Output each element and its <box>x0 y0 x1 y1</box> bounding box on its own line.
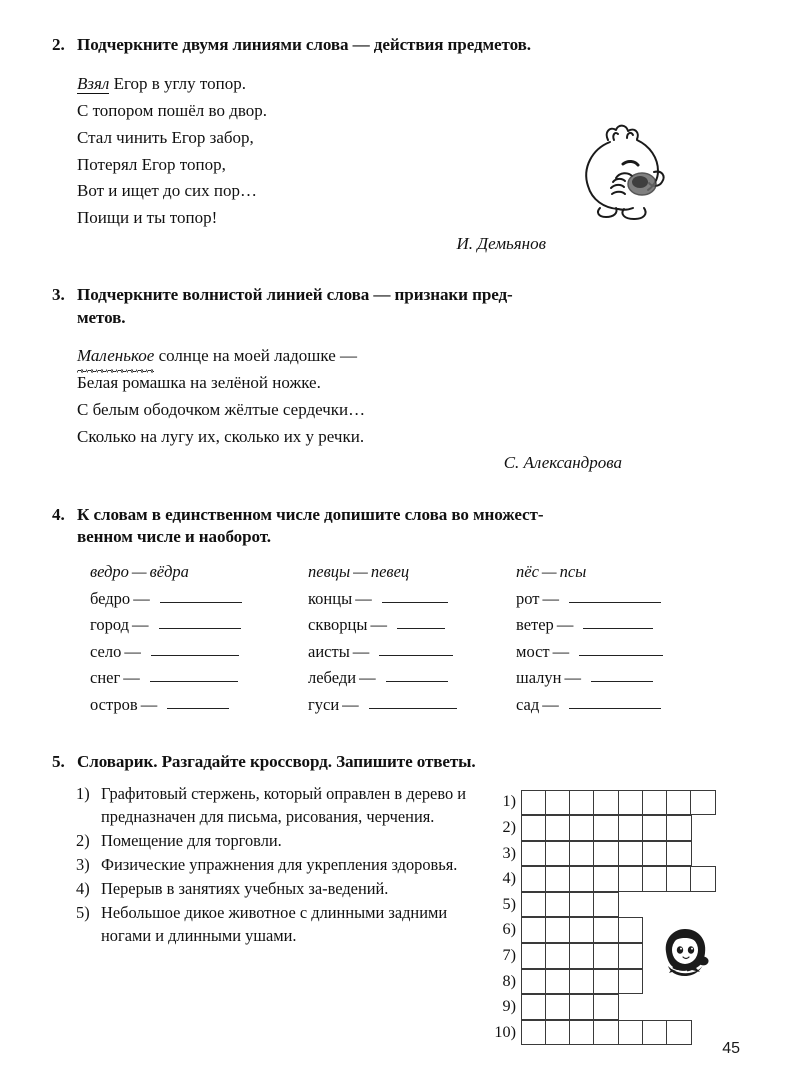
word-table-row <box>90 668 308 695</box>
crossword-cell[interactable] <box>618 1020 644 1046</box>
crossword-cell[interactable] <box>545 917 571 943</box>
crossword-clue <box>76 783 476 829</box>
crossword-clue <box>76 854 476 877</box>
crossword-row-label: 10) <box>494 1022 516 1041</box>
crossword-row-label: 5) <box>502 894 516 913</box>
em-dash: — <box>140 694 158 714</box>
exercise-3-poem <box>77 343 742 451</box>
crossword-cell[interactable] <box>569 790 595 816</box>
crossword-cell-group <box>521 969 642 993</box>
crossword-cell[interactable] <box>593 969 619 995</box>
answer-blank-line[interactable] <box>159 616 241 629</box>
poem-line: С белым ободочком жёлтые сердечки… <box>77 399 366 419</box>
crossword-row-label: 2) <box>502 818 516 837</box>
clue-number: 3) <box>76 854 90 874</box>
exercise-4-title-line2: венном числе и наоборот. <box>77 527 271 547</box>
crossword-cell[interactable] <box>545 790 571 816</box>
poem-line: Потерял Егор топор, <box>77 154 226 174</box>
word-singular: село <box>90 641 122 661</box>
crossword-cell[interactable] <box>569 917 595 943</box>
crossword-clue <box>76 878 476 901</box>
word-singular: шалун <box>516 668 562 688</box>
word-number-table <box>90 562 742 721</box>
exercise-4-title <box>77 504 742 549</box>
crossword-cell[interactable] <box>666 1020 692 1046</box>
crossword-cell[interactable] <box>569 994 595 1020</box>
crossword-cell[interactable] <box>569 866 595 892</box>
crossword-cell[interactable] <box>569 841 595 867</box>
crossword-cell[interactable] <box>521 815 547 841</box>
exercise-3-title <box>77 284 742 329</box>
clue-text: Помещение для торговли. <box>101 830 282 850</box>
crossword-cell[interactable] <box>666 841 692 867</box>
underlined-verb: Взял <box>77 73 110 93</box>
word-singular: снег <box>90 668 121 688</box>
answer-blank-line[interactable] <box>167 696 229 709</box>
clue-text: Физические упражнения для укрепления здоровья. <box>101 854 458 874</box>
exercise-5-number: 5. <box>52 752 65 772</box>
crossword-cell-group <box>521 994 618 1018</box>
crossword-cell[interactable] <box>545 969 571 995</box>
poem-line: С топором пошёл во двор. <box>77 100 268 120</box>
crossword-cell[interactable] <box>521 841 547 867</box>
clue-number: 5) <box>76 902 90 922</box>
em-dash: — <box>359 668 376 688</box>
word-singular: рот <box>516 588 540 608</box>
crossword-cell[interactable] <box>593 943 619 969</box>
clue-number: 2) <box>76 830 90 850</box>
exercise-4-number: 4. <box>52 504 65 524</box>
answer-blank-line[interactable] <box>151 643 239 656</box>
crossword-cell[interactable] <box>666 790 692 816</box>
word-singular: гуси <box>308 694 340 714</box>
crossword-cell-group <box>521 841 690 865</box>
crossword-cell[interactable] <box>569 1020 595 1046</box>
word-table-sample-row <box>308 562 516 589</box>
crossword-cell[interactable] <box>618 815 644 841</box>
crossword-cell[interactable] <box>521 969 547 995</box>
crossword-cell[interactable] <box>593 917 619 943</box>
em-dash: — <box>370 615 387 635</box>
crossword-cell[interactable] <box>618 943 644 969</box>
word-singular: лебеди <box>308 668 357 688</box>
word-table-row <box>308 615 516 642</box>
word-table-row <box>308 589 516 616</box>
word-table-column <box>516 562 716 721</box>
em-dash: — <box>123 668 140 688</box>
crossword-cell[interactable] <box>521 866 547 892</box>
em-dash: — <box>542 588 559 608</box>
poem-line: Вот и ищет до сих пор… <box>77 181 257 201</box>
exercise-3 <box>52 284 742 472</box>
clue-number: 4) <box>76 878 90 898</box>
word-table-row <box>516 642 716 669</box>
crossword-cell[interactable] <box>545 1020 571 1046</box>
crossword-cell[interactable] <box>593 790 619 816</box>
poem-line <box>77 343 742 370</box>
doll-illustration <box>656 926 714 978</box>
exercise-3-number: 3. <box>52 285 65 305</box>
crossword-cell[interactable] <box>618 866 644 892</box>
crossword-cell[interactable] <box>666 866 692 892</box>
answer-blank-line[interactable] <box>569 696 661 709</box>
em-dash: — <box>124 641 141 661</box>
crossword-cell[interactable] <box>569 892 595 918</box>
exercise-5-body <box>52 783 742 1045</box>
em-dash: — <box>352 641 370 661</box>
word-table-column <box>90 562 308 721</box>
crossword-row <box>488 994 714 1020</box>
crossword-cell[interactable] <box>593 866 619 892</box>
answer-blank-line[interactable] <box>369 696 457 709</box>
clue-text: Графитовый стержень, который оправлен в дерево и предназначен для письма, рисования, черчения. <box>101 783 467 826</box>
answer-blank-line[interactable] <box>591 669 653 682</box>
exercise-5-title: Словарик. Разгадайте кроссворд. Запишите ответы. <box>77 752 476 772</box>
answer-blank-line[interactable] <box>160 590 242 603</box>
chick-illustration <box>570 116 688 226</box>
crossword-cell-group <box>521 892 618 916</box>
em-dash: — <box>342 694 359 714</box>
crossword-row-label: 4) <box>502 869 516 888</box>
crossword-cell[interactable] <box>618 917 644 943</box>
crossword-cell[interactable] <box>521 1020 547 1046</box>
word-singular: бедро <box>90 588 131 608</box>
crossword-cell[interactable] <box>545 943 571 969</box>
word-table-row <box>90 642 308 669</box>
crossword-cell-group <box>521 917 642 941</box>
word-plural-answer: псы <box>559 562 587 582</box>
em-dash: — <box>131 562 147 582</box>
word-singular: сад <box>516 694 540 714</box>
crossword-cell[interactable] <box>521 892 547 918</box>
exercise-3-heading <box>52 284 742 329</box>
poem-line: Сколько на лугу их, сколько их у речки. <box>77 426 365 446</box>
answer-blank-line[interactable] <box>569 590 661 603</box>
crossword-cell[interactable] <box>521 917 547 943</box>
crossword-cell[interactable] <box>545 994 571 1020</box>
exercise-3-title-line1: Подчеркните волнистой линией слова — признаки пред- <box>77 285 513 305</box>
poem-line-rest: солнце на моей ладошке — <box>154 345 358 365</box>
crossword-cell[interactable] <box>618 790 644 816</box>
answer-blank-line[interactable] <box>382 590 448 603</box>
crossword-cell[interactable] <box>690 790 716 816</box>
crossword-cell[interactable] <box>593 994 619 1020</box>
word-table-row <box>516 668 716 695</box>
crossword-cell[interactable] <box>545 892 571 918</box>
em-dash: — <box>132 615 149 635</box>
page-number: 45 <box>722 1040 740 1057</box>
word-singular: скворцы <box>308 615 368 635</box>
wavy-underlined-adjective: Маленькое <box>77 343 154 370</box>
word-singular: ветер <box>516 615 554 635</box>
crossword-cell[interactable] <box>521 994 547 1020</box>
word-table-row <box>516 589 716 616</box>
em-dash: — <box>556 615 574 635</box>
answer-blank-line[interactable] <box>397 616 445 629</box>
crossword-cell-group <box>521 866 714 890</box>
word-table-row <box>308 695 516 722</box>
word-singular: певцы <box>308 562 351 582</box>
crossword-cell[interactable] <box>545 815 571 841</box>
crossword-row <box>488 814 714 840</box>
exercise-3-author: С. Александрова <box>503 452 622 472</box>
crossword-cell[interactable] <box>545 841 571 867</box>
crossword-row-label: 7) <box>502 946 516 965</box>
crossword-row <box>488 866 714 892</box>
word-table-column <box>308 562 516 721</box>
crossword-row <box>488 840 714 866</box>
poem-line-rest: Егор в углу топор. <box>109 73 246 93</box>
crossword-cell[interactable] <box>593 815 619 841</box>
crossword-cell[interactable] <box>569 815 595 841</box>
em-dash: — <box>353 562 368 582</box>
word-table-row <box>516 615 716 642</box>
word-singular: остров <box>90 694 138 714</box>
crossword-row <box>488 1019 714 1045</box>
crossword-row <box>488 891 714 917</box>
answer-blank-line[interactable] <box>579 643 663 656</box>
crossword-cell[interactable] <box>618 841 644 867</box>
word-table-row <box>90 615 308 642</box>
word-table-row <box>308 642 516 669</box>
word-singular: аисты <box>308 641 350 661</box>
exercise-5 <box>52 751 742 1045</box>
word-singular: пёс <box>516 562 539 582</box>
exercise-4-title-line1: К словам в единственном числе допишите слова во множест- <box>77 504 544 524</box>
crossword-cell[interactable] <box>642 1020 668 1046</box>
word-singular: ведро <box>90 562 129 582</box>
poem-line: Белая ромашка на зелёной ножке. <box>77 372 321 392</box>
crossword-cell-group <box>521 790 714 814</box>
crossword-grid <box>488 783 714 1045</box>
crossword-cell[interactable] <box>642 790 668 816</box>
crossword-cell[interactable] <box>545 866 571 892</box>
word-table-row <box>308 668 516 695</box>
crossword-row <box>488 789 714 815</box>
answer-blank-line[interactable] <box>583 616 653 629</box>
crossword-cell[interactable] <box>618 969 644 995</box>
poem-line: Поищи и ты топор! <box>77 208 218 228</box>
crossword-cell[interactable] <box>642 841 668 867</box>
crossword-row-label: 8) <box>502 971 516 990</box>
clue-text: Перерыв в занятиях учебных за-ведений. <box>101 878 389 898</box>
exercise-4 <box>52 504 742 721</box>
crossword-cell[interactable] <box>593 1020 619 1046</box>
clue-text: Небольшое дикое животное с длинными задними ногами и длинными ушами. <box>101 902 448 945</box>
crossword-cell[interactable] <box>569 969 595 995</box>
crossword-row-label: 1) <box>502 792 516 811</box>
crossword-cell[interactable] <box>521 943 547 969</box>
poem-line: Стал чинить Егор забор, <box>77 127 254 147</box>
em-dash: — <box>552 641 570 661</box>
em-dash: — <box>133 588 150 608</box>
crossword-cell-group <box>521 815 690 839</box>
word-table-row <box>90 695 308 722</box>
crossword-row-label: 9) <box>502 997 516 1016</box>
exercise-2-author: И. Демьянов <box>456 234 546 254</box>
crossword-row-label: 6) <box>502 920 516 939</box>
word-singular: город <box>90 615 130 635</box>
crossword-cell[interactable] <box>593 892 619 918</box>
exercise-2 <box>52 34 742 254</box>
word-plural-answer: вёдра <box>149 562 189 582</box>
em-dash: — <box>542 694 559 714</box>
exercise-2-title: Подчеркните двумя линиями слова — действия предметов. <box>77 35 531 54</box>
crossword-cell[interactable] <box>593 841 619 867</box>
crossword-cell[interactable] <box>521 790 547 816</box>
word-plural-answer: певец <box>370 562 410 582</box>
word-singular: мост <box>516 641 550 661</box>
answer-blank-line[interactable] <box>150 669 238 682</box>
answer-blank-line[interactable] <box>379 643 453 656</box>
crossword-cell-group <box>521 943 642 967</box>
crossword-clue <box>76 830 476 853</box>
em-dash: — <box>564 668 581 688</box>
em-dash: — <box>355 588 372 608</box>
em-dash: — <box>541 562 557 582</box>
clue-number: 1) <box>76 783 90 803</box>
exercise-5-heading <box>52 751 742 774</box>
word-table-sample-row <box>516 562 716 589</box>
crossword-cell[interactable] <box>642 866 668 892</box>
crossword-row-label: 3) <box>502 843 516 862</box>
answer-blank-line[interactable] <box>386 669 448 682</box>
crossword-cell[interactable] <box>666 815 692 841</box>
word-singular: концы <box>308 588 353 608</box>
crossword-clue <box>76 902 476 948</box>
exercise-3-title-line2: метов. <box>77 308 126 328</box>
word-table-row <box>516 695 716 722</box>
crossword-clue-list <box>76 783 476 1045</box>
poem-line <box>77 71 742 98</box>
exercise-4-heading <box>52 504 742 549</box>
exercise-2-number: 2. <box>52 35 65 54</box>
word-table-sample-row <box>90 562 308 589</box>
crossword-cell[interactable] <box>690 866 716 892</box>
crossword-cell[interactable] <box>569 943 595 969</box>
crossword-cell-group <box>521 1020 690 1044</box>
crossword-cell[interactable] <box>642 815 668 841</box>
exercise-2-heading <box>52 34 742 57</box>
word-table-row <box>90 589 308 616</box>
